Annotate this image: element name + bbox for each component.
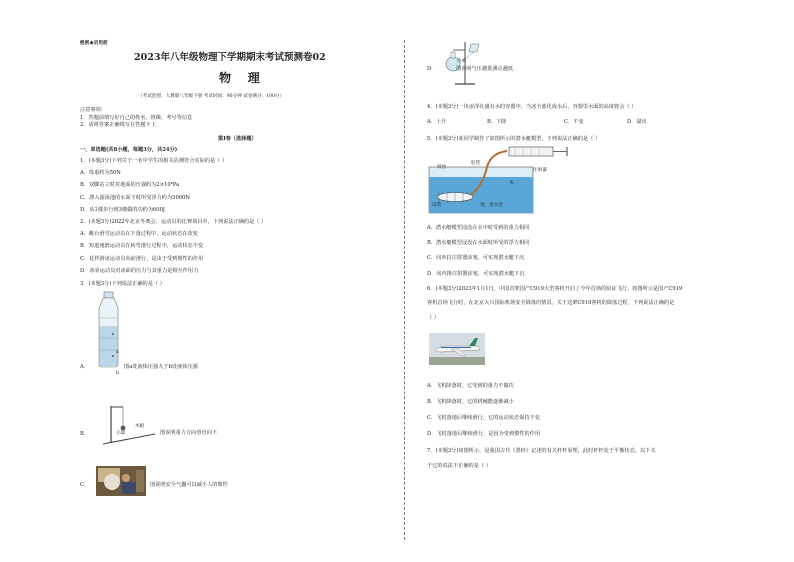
note-item: 2．请将答案正确填写在答题卡上 [80, 122, 156, 128]
question-stem: 5．(本题3分)某同学制作了如图所示的潜水艇模型，下列说法正确的是（ ） [427, 136, 601, 142]
inlet-outlet-label: 进、排水管 [480, 203, 503, 208]
option: A．飞机降落时，它受到的重力不做功 [427, 383, 514, 389]
option: A．体重约为50N [80, 170, 121, 176]
option: B．短道速滑运动员在转弯滑行过程中，运动状态不变 [80, 243, 204, 249]
option: A．上升 [427, 119, 447, 125]
test-tube-label: 试管 [432, 203, 442, 208]
c919-plane-photo [429, 333, 485, 365]
question-stem-line: 6．(本题3分)2023年1月1日，中国首架国产C919大型客机开启了今年首场的验证飞行。如图所示是国产C919 [427, 286, 683, 292]
airbag-photo [96, 466, 146, 496]
option: C．飞机落地后继续滑行，它的运动状态保持不变 [427, 415, 540, 421]
question-stem: 4．(本题3分)一块冰浮在盛有水的容器中，当冰全部化成水后，容器里水面的高度将会（ ） [427, 104, 637, 110]
cold-water-label: 冷水 [457, 59, 467, 64]
note-item: 1．答题前填写好自己的姓名、班级、考号等信息 [80, 115, 193, 121]
ball-label: 小球 [116, 431, 126, 436]
rubber-tube-label: 胶管 [471, 161, 481, 166]
option-a-label: A． [80, 364, 89, 370]
option-c-text: 图说明安全气囊可以减小人的惯性 [150, 482, 228, 488]
question-stem-line: 客机首场飞行时，在北京大兴国际机场安全降落的情景。关于这架C919客机的降落过程，下列说法正确的是 [427, 300, 675, 306]
point-a-label: a [116, 350, 119, 355]
syringe-label: 注射器 [533, 168, 547, 173]
option-c-label: C． [80, 482, 90, 488]
notes-heading: 注意事项： [80, 107, 106, 113]
option: C．漂入游泳池的水面下时所受浮力约为5000N [80, 195, 190, 201]
question-stem: 2．(本题3分)2022年北京冬奥会，运动员的比赛项目中，下列说法正确的是（ ） [80, 219, 267, 225]
question-stem: 3．(本题3分)下列说法正确的是（ ） [80, 281, 165, 287]
question-stem-line: 7．(本题3分)如图所示，是我国古代《墨经》记述的有关杆杆原理，此时杆杆处于平衡状态，以下关 [427, 448, 656, 454]
option: C．向外拉注射器活塞，可实现潜水艇下沉 [427, 255, 525, 261]
option: D．向内推注射器活塞，可实现潜水艇下沉 [427, 271, 525, 277]
board-label: 木板 [135, 424, 145, 429]
column-divider [404, 40, 405, 540]
question-stem: 1．(本题3分)下列关于一名中学生的相关估测符合实际的是（ ） [80, 158, 228, 164]
section-title: 第Ⅰ卷（选择题） [218, 136, 257, 142]
option: D．飞机落地后继续滑行，是因为受到惯性的作用 [427, 431, 541, 437]
option: D．溢出 [627, 119, 647, 125]
plumb-line-figure [97, 404, 157, 446]
option: C．花样滑冰运动员向前滑行，是由于受到惯性的作用 [80, 256, 204, 262]
option: B．飞机降落时，它的机械能逐渐减小 [427, 399, 514, 405]
exam-info: （考试范围：人教版八年级下册 考试时间：90分钟 试卷满分：100分） [138, 94, 285, 99]
iron-wire-label: 铁丝 [437, 165, 447, 170]
option-a-text: 图a处液体压强大于b处液体压强 [124, 364, 198, 370]
option-b-label: B． [80, 431, 89, 437]
option-d-label: D． [427, 66, 437, 72]
secret-label: 绝密★启用前 [80, 41, 108, 46]
option-b-text: 图说明重力方向垂直向下 [160, 430, 218, 436]
water-label: 水 [509, 181, 514, 186]
part-heading: 一、单选题(共8小题，每题3分，共24分) [80, 147, 178, 153]
exam-title: 2023年八年级物理下学期期末考试预测卷02 [134, 52, 326, 63]
point-b-label: b [116, 371, 119, 376]
option: D．冰壶运动员对冰面的压力与其重力是相互作用力 [80, 268, 199, 274]
subject-title: 物 理 [219, 71, 260, 85]
option: C．不变 [564, 119, 584, 125]
option: A．潜水艇模型浸没在水中时受到的重力相同 [427, 225, 530, 231]
question-stem-line: （ ） [427, 315, 440, 321]
question-stem-line: 于它的说法不正确的是（ ） [427, 463, 491, 469]
option: D．从1楼步行到3楼做的功约为600J [80, 207, 165, 213]
water-bottle-figure [95, 290, 123, 368]
option: B．潜水艇模型浸没在水面时所受的浮力相同 [427, 240, 530, 246]
option: B．双脚站立时对地面的压强约为2×10⁴Pa [80, 182, 180, 188]
option: A．跳台滑雪运动员在下落过程中，运动状态在改变 [80, 231, 198, 237]
option: B．下降 [487, 119, 507, 125]
option-d-text: 图说明气压越低沸点越低 [456, 66, 514, 72]
